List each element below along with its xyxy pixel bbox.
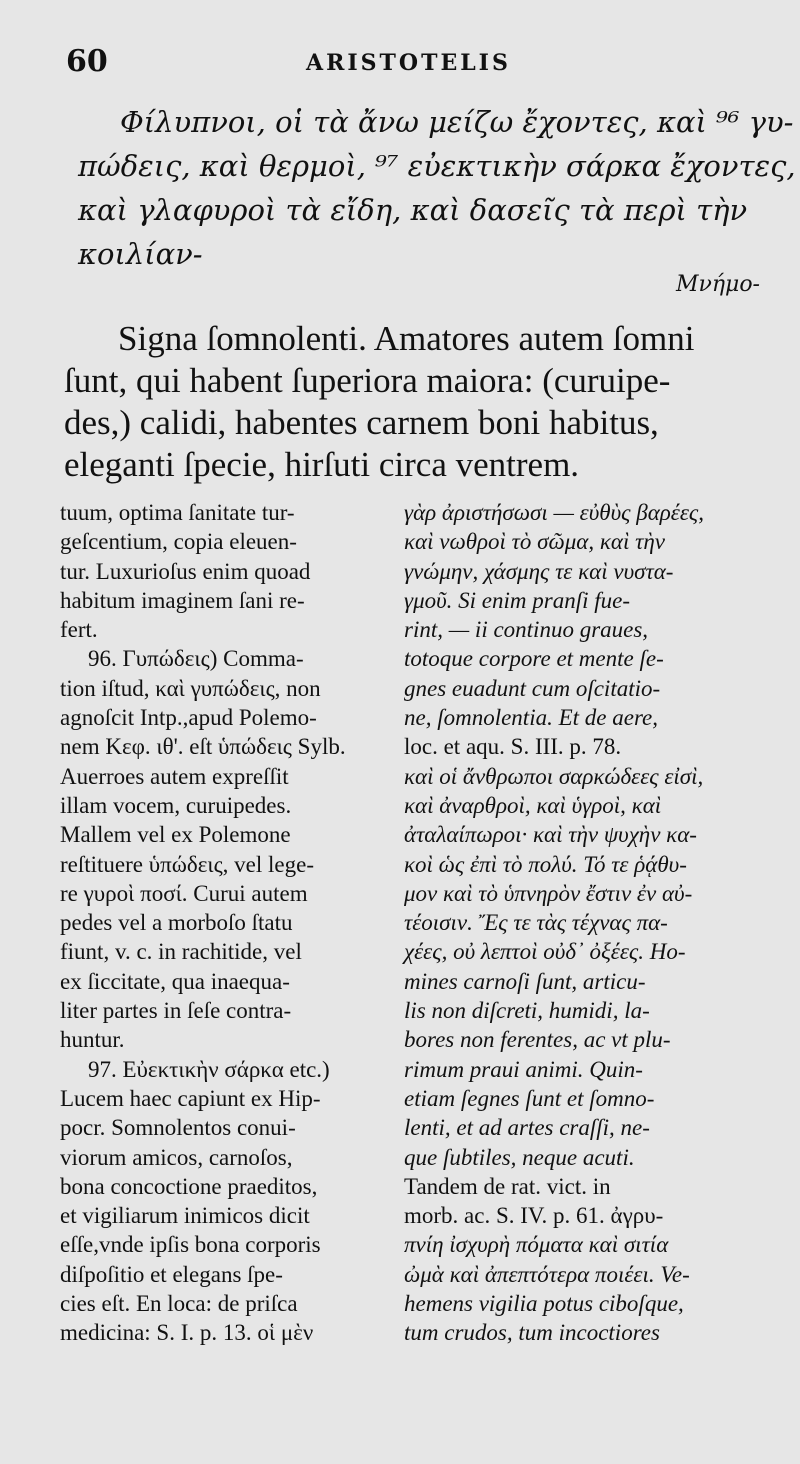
note-line: μον καὶ τὸ ὑπνηρὸν ἔστιν ἐν αὐ- (404, 880, 693, 906)
note-line: que ſubtiles, neque acuti. (404, 1144, 635, 1170)
greek-line: κοιλίαν- (78, 237, 203, 271)
latin-line: ſunt, qui habent ſuperiora maiora: (curuipe- (64, 361, 671, 400)
note-line: pocr. Somnolentos conui- (60, 1115, 296, 1141)
note-line: eſſe,vnde ipſis bona corporis (60, 1232, 321, 1258)
note-line: totoque corpore et mente ſe- (404, 646, 664, 672)
note-line: κοὶ ὡς ἐπὶ τὸ πολύ. Τό τε ῥᾴθυ- (404, 851, 687, 877)
note-line: 97. Εὐεκτικὴν σάρκα etc.) (88, 1056, 330, 1082)
note-line: tion iſtud, καὶ γυπώδεις, non (60, 675, 321, 701)
note-line: γνώμην, χάσμης τε καὶ νυστα- (404, 558, 674, 584)
note-line: tum crudos, tum incoctiores (404, 1320, 660, 1346)
note-line: καὶ οἱ ἄνθρωποι σαρκώδεες εἰσὶ, (404, 763, 704, 789)
note-line: liter partes in ſeſe contra- (60, 998, 292, 1024)
latin-line: Signa ſomnolenti. Amatores autem ſomni (118, 319, 695, 358)
note-line: tuum, optima ſanitate tur- (60, 500, 295, 525)
note-line: fiunt, v. c. in rachitide, vel (60, 939, 302, 965)
note-line: habitum imaginem ſani re- (60, 587, 305, 613)
note-line: bores non ferentes, ac vt plu- (404, 1027, 671, 1053)
latin-line: des,) calidi, habentes carnem boni habitus, (64, 403, 659, 442)
section-divider (60, 484, 750, 485)
note-line: hemens vigilia potus ciboſque, (404, 1291, 684, 1317)
note-line: illam vocem, curuipedes. (60, 792, 292, 818)
note-line: nem Κεφ. ιθ'. eſt ὑπώδεις Sylb. (60, 734, 346, 760)
note-line: et vigiliarum inimicos dicit (60, 1203, 310, 1229)
page-number: 60 (66, 44, 108, 79)
note-line: Lucem haec capiunt ex Hip- (60, 1085, 321, 1111)
note-line: πνίη ἰσχυρὴ πόματα καὶ σιτία (404, 1232, 669, 1258)
note-line: fert. (60, 617, 98, 643)
note-line: καὶ ἀναρθροὶ, καὶ ὑγροὶ, καὶ (404, 792, 662, 818)
note-line: geſcentium, copia eleuen- (60, 529, 297, 555)
note-line: etiam ſegnes ſunt et ſomno- (404, 1085, 655, 1111)
note-line: bona concoctione praeditos, (60, 1173, 318, 1199)
note-line: γὰρ ἀριστήσωσι — εὐθὺς βαρέες, (404, 500, 705, 525)
note-line: pedes vel a morboſo ſtatu (60, 910, 293, 936)
note-line: viorum amicos, carnoſos, (60, 1144, 293, 1170)
note-line: χέες, οὐ λεπτοὶ οὐδ᾽ ὀξέες. Ho- (404, 939, 686, 965)
greek-line: καὶ γλαφυροὶ τὰ εἴδη, καὶ δασεῖς τὰ περὶ τὴν (78, 193, 748, 227)
latin-translation-block (64, 318, 760, 486)
note-line: ἀταλαίπωροι· καὶ τὴν ψυχὴν κα- (404, 822, 697, 848)
greek-line: πώδεις, καὶ θερμοὶ, ⁹⁷ εὐεκτικὴν σάρκα ἔχοντες, (78, 149, 796, 183)
note-line: rint, — ii continuo graues, (404, 617, 649, 643)
note-line: re γυροὶ ποσί. Curui autem (60, 880, 308, 906)
note-line: Tandem de rat. vict. in (404, 1173, 611, 1199)
greek-text-block (78, 100, 796, 276)
greek-line: Φίλυπνοι, οἱ τὰ ἄνω μείζω ἔχοντες, καὶ ⁹⁶ γυ- (120, 105, 794, 139)
catchword: Μνήμο- (675, 272, 760, 297)
note-line: huntur. (60, 1027, 125, 1053)
note-line: γμοῦ. Si enim pranſi fue- (404, 587, 631, 613)
note-line: τέοισιν. Ἔς τε τὰς τέχνας πα- (404, 910, 668, 936)
note-line: diſpoſitio et elegans ſpe- (60, 1261, 283, 1287)
note-line: medicina: S. I. p. 13. οἱ μὲν (60, 1320, 314, 1346)
note-line: tur. Luxurioſus enim quoad (60, 558, 311, 584)
note-line: ex ſiccitate, qua inaequa- (60, 968, 290, 994)
note-line: mines carnoſi ſunt, articu- (404, 968, 646, 994)
note-line: 96. Γυπώδεις) Comma- (88, 646, 304, 672)
note-line: ὠμὰ καὶ ἀπεπτότερα ποιέει. Ve- (404, 1261, 690, 1287)
note-line: lenti, et ad artes craſſi, ne- (404, 1115, 650, 1141)
note-line: loc. et aqu. S. III. p. 78. (404, 734, 622, 760)
note-line: gnes euadunt cum oſcitatio- (404, 675, 661, 701)
note-line: rimum praui animi. Quin- (404, 1056, 643, 1082)
note-line: reſtituere ὑπώδεις, vel lege- (60, 851, 314, 877)
page-header (66, 44, 740, 84)
note-line: ne, ſomnolentia. Et de aere, (404, 705, 658, 731)
note-line: agnoſcit Intp.,apud Polemo- (60, 705, 317, 731)
note-line: morb. ac. S. IV. p. 61. ἀγρυ- (404, 1203, 664, 1229)
notes-right-column (404, 498, 749, 1348)
note-line: Mallem vel ex Polemone (60, 822, 291, 848)
latin-line: eleganti ſpecie, hirſuti circa ventrem. (64, 445, 580, 484)
note-line: Auerroes autem expreſſit (60, 763, 289, 789)
notes-left-column (60, 498, 390, 1348)
note-line: καὶ νωθροὶ τὸ σῶμα, καὶ τὴν (404, 529, 665, 555)
running-title: ARISTOTELIS (306, 50, 511, 76)
note-line: lis non diſcreti, humidi, la- (404, 998, 650, 1024)
note-line: cies eſt. En loca: de priſca (60, 1291, 298, 1317)
